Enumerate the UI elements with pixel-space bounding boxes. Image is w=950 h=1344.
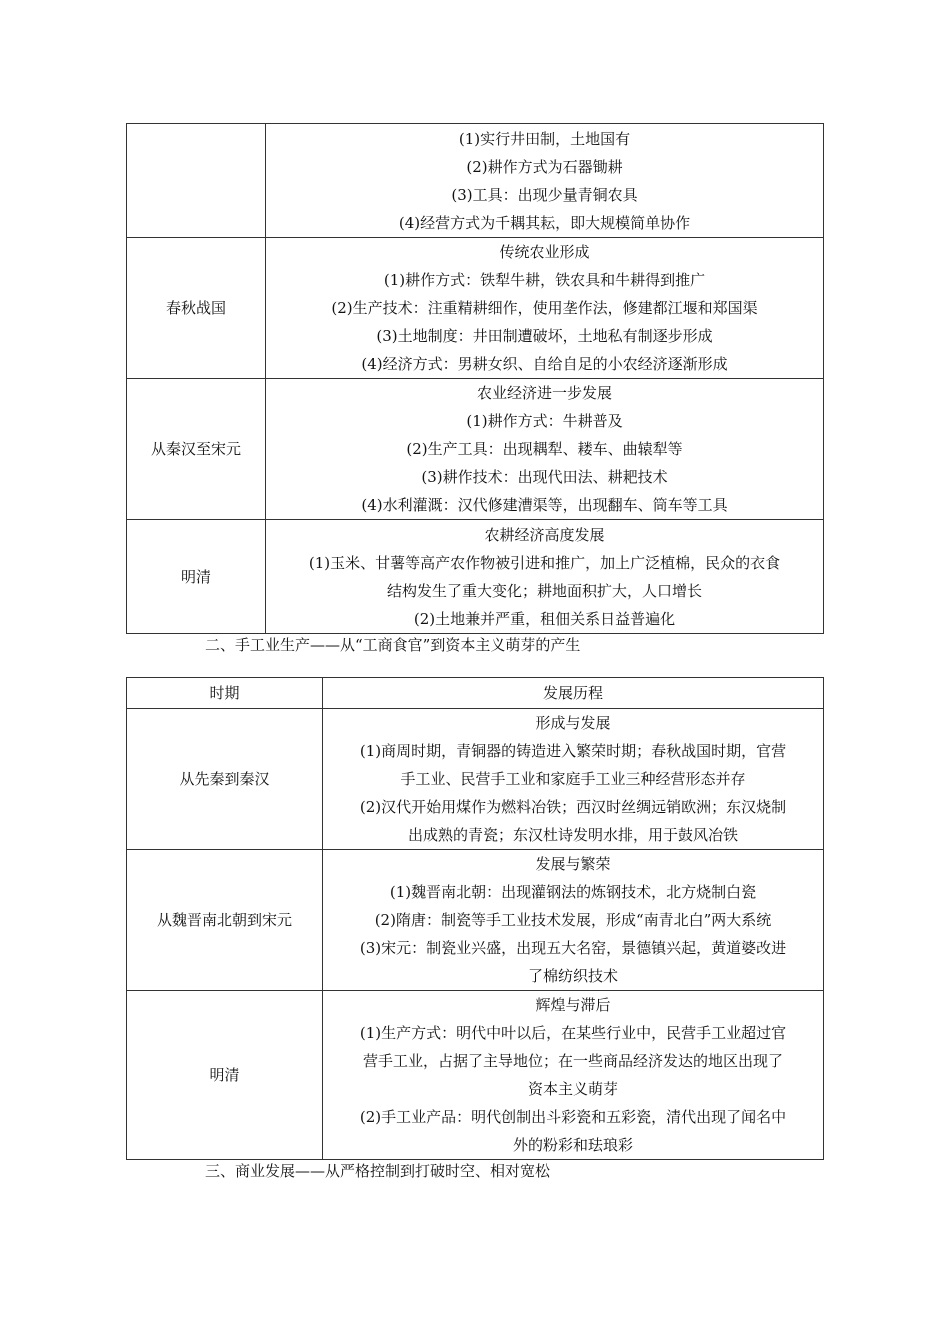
section-title: 发展与繁荣 — [535, 855, 611, 873]
history-cell — [266, 124, 824, 238]
table-row — [127, 850, 824, 991]
period-cell — [127, 124, 266, 238]
text-line: 手工业、民营手工业和家庭手工业三种经营形态并存 — [400, 770, 746, 788]
text-line: (3)宋元：制瓷业兴盛，出现五大名窑，景德镇兴起，黄道婆改进 — [359, 939, 787, 957]
column-header-history: 发展历程 — [323, 678, 824, 709]
history-cell — [323, 850, 824, 991]
period-cell: 从魏晋南北朝到宋元 — [127, 850, 323, 991]
section-title: 辉煌与滞后 — [535, 996, 611, 1014]
agriculture-table — [126, 123, 824, 634]
period-cell: 从秦汉至宋元 — [127, 379, 266, 520]
history-cell — [266, 379, 824, 520]
text-line: (1)耕作方式：铁犁牛耕，铁农具和牛耕得到推广 — [383, 271, 706, 289]
text-line: 外的粉彩和珐琅彩 — [512, 1136, 633, 1154]
text-line: 出成熟的青瓷；东汉杜诗发明水排，用于鼓风冶铁 — [407, 826, 738, 844]
section-title: 传统农业形成 — [499, 243, 590, 261]
text-line: (2)耕作方式为石器锄耕 — [466, 157, 623, 176]
text-line: (4)经营方式为千耦其耘，即大规模简单协作 — [398, 213, 691, 232]
text-line: (4)水利灌溉：汉代修建漕渠等，出现翻车、筒车等工具 — [361, 496, 728, 514]
text-line: (3)工具：出现少量青铜农具 — [451, 185, 638, 204]
text-line: (3)耕作技术：出现代田法、耕耙技术 — [421, 468, 668, 486]
history-cell — [323, 991, 824, 1160]
text-line: (2)汉代开始用煤作为燃料冶铁；西汉时丝绸远销欧洲；东汉烧制 — [359, 798, 787, 816]
text-line: 资本主义萌芽 — [527, 1080, 618, 1098]
text-line: (1)魏晋南北朝：出现灌钢法的炼钢技术，北方烧制白瓷 — [389, 883, 757, 901]
table-row — [127, 379, 824, 520]
text-line: (2)土地兼并严重，租佃关系日益普遍化 — [413, 609, 676, 628]
table-row — [127, 520, 824, 634]
period-cell: 春秋战国 — [127, 238, 266, 379]
text-line: (3)土地制度：井田制遭破坏，土地私有制逐步形成 — [376, 327, 713, 345]
text-line: 营手工业，占据了主导地位；在一些商品经济发达的地区出现了 — [362, 1052, 783, 1070]
section-heading-commerce: 三、商业发展——从严格控制到打破时空、相对宽松 — [205, 1162, 551, 1180]
text-line: (1)实行井田制，土地国有 — [458, 129, 631, 148]
period-cell: 明清 — [127, 520, 266, 634]
text-line: (1)商周时期，青铜器的铸造进入繁荣时期；春秋战国时期，官营 — [359, 742, 787, 760]
history-cell — [266, 520, 824, 634]
table-row — [127, 238, 824, 379]
text-line: (4)经济方式：男耕女织、自给自足的小农经济逐渐形成 — [361, 355, 728, 373]
table-row — [127, 709, 824, 850]
text-line: (2)手工业产品：明代创制出斗彩瓷和五彩瓷，清代出现了闻名中 — [359, 1108, 787, 1126]
history-cell — [266, 238, 824, 379]
text-line: (2)生产技术：注重精耕细作，使用垄作法，修建都江堰和郑国渠 — [331, 299, 758, 317]
text-line: 结构发生了重大变化；耕地面积扩大，人口增长 — [386, 581, 702, 600]
handicraft-table — [126, 677, 824, 1160]
column-header-period: 时期 — [127, 678, 323, 709]
text-line: (1)玉米、甘薯等高产农作物被引进和推广，加上广泛植棉，民众的衣食 — [308, 553, 781, 572]
section-heading-handicraft: 二、手工业生产——从“工商食官”到资本主义萌芽的产生 — [205, 636, 581, 654]
period-cell: 从先秦到秦汉 — [127, 709, 323, 850]
section-title: 农业经济进一步发展 — [476, 384, 612, 402]
text-line: (2)隋唐：制瓷等手工业技术发展，形成“南青北白”两大系统 — [374, 911, 772, 929]
text-line: (1)耕作方式：牛耕普及 — [466, 412, 623, 430]
text-line: 了棉纺织技术 — [527, 967, 618, 985]
table-header-row — [127, 678, 824, 709]
table-row — [127, 991, 824, 1160]
table-row — [127, 124, 824, 238]
period-cell: 明清 — [127, 991, 323, 1160]
section-title: 形成与发展 — [535, 714, 611, 732]
text-line: (1)生产方式：明代中叶以后，在某些行业中，民营手工业超过官 — [359, 1024, 787, 1042]
section-title: 农耕经济高度发展 — [484, 525, 605, 544]
text-line: (2)生产工具：出现耦犁、耧车、曲辕犁等 — [406, 440, 683, 458]
history-cell — [323, 709, 824, 850]
